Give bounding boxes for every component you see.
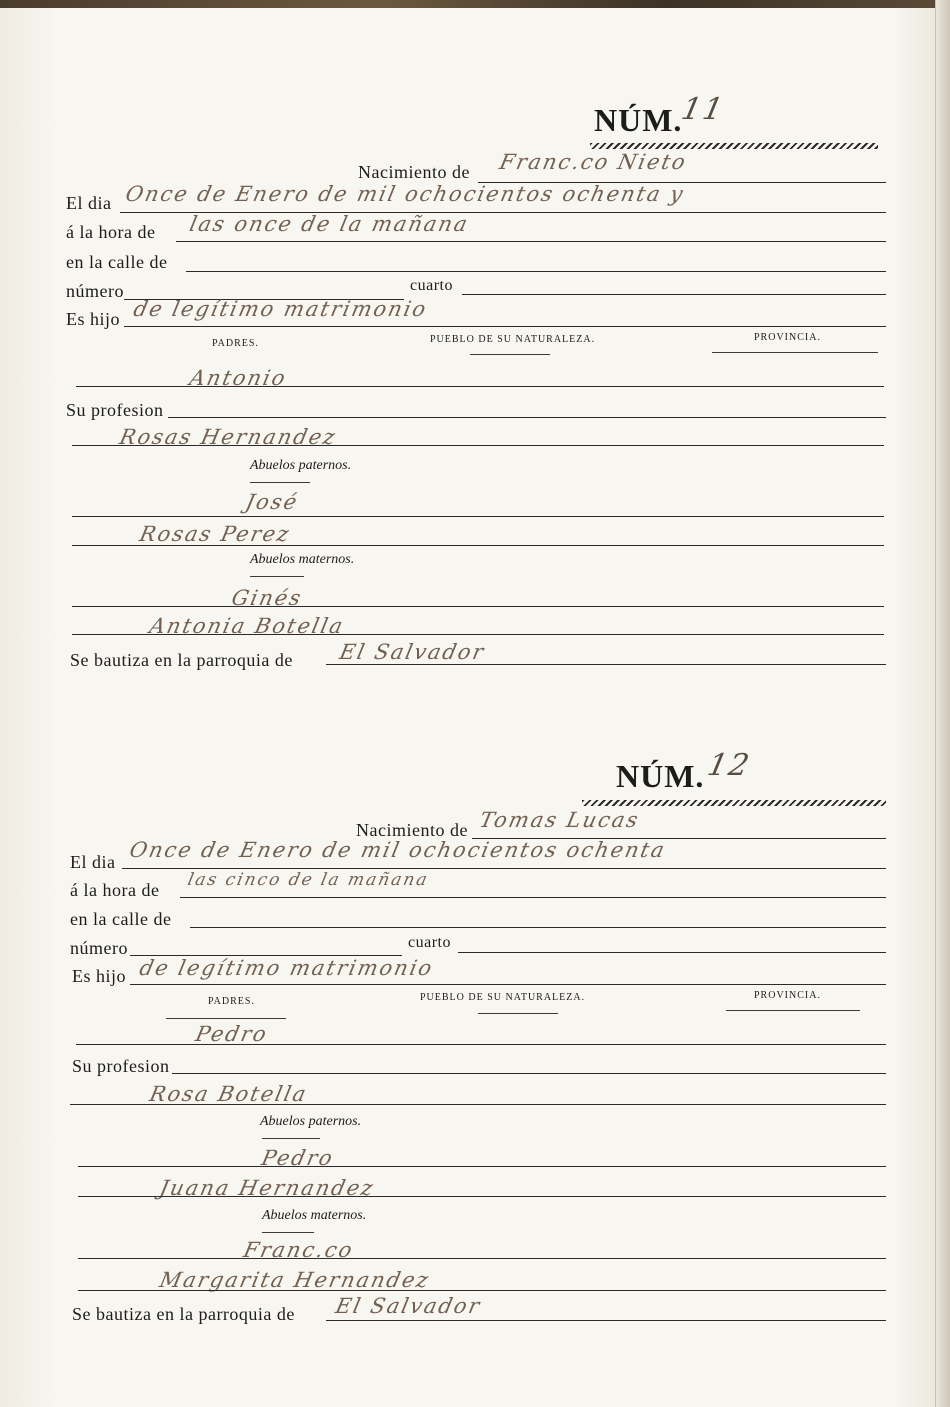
abuelo-materno-1-line — [78, 1258, 886, 1259]
abuelos-paternos-underline — [250, 482, 310, 483]
parroquia-value: El Salvador — [333, 1294, 484, 1318]
abuelo-materno-2: Antonia Botella — [147, 614, 347, 638]
abuelo-paterno-2-line — [72, 545, 884, 546]
abuelo-paterno-1: José — [243, 490, 301, 514]
pueblo-label: PUEBLO DE SU NATURALEZA. — [420, 992, 586, 1003]
book-right-edge — [935, 0, 950, 1407]
ornament-rule — [590, 143, 878, 149]
parroquia-label: Se bautiza en la parroquia de — [70, 650, 293, 670]
dia-value: Once de Enero de mil ochocientos ochenta y — [123, 182, 687, 206]
abuelos-maternos-underline — [250, 576, 304, 577]
dia-line — [122, 868, 886, 869]
provincia-label: PROVINCIA. — [754, 990, 821, 1001]
abuelos-paternos-underline — [262, 1138, 320, 1139]
padres-label: PADRES. — [212, 338, 259, 349]
provincia-underline — [712, 352, 878, 353]
profesion-label: Su profesion — [72, 1056, 170, 1076]
entry-number-value: 11 — [678, 92, 728, 127]
book-top-edge — [0, 0, 950, 8]
parroquia-line — [326, 664, 886, 665]
padre-line — [76, 386, 884, 387]
calle-label: en la calle de — [66, 252, 168, 272]
abuelo-paterno-1-line — [78, 1166, 886, 1167]
cuarto-line — [458, 952, 886, 953]
numero-label: número — [70, 938, 128, 958]
profesion-line — [172, 1073, 886, 1074]
dia-label: El dia — [70, 852, 116, 872]
hijo-label: Es hijo — [66, 309, 121, 329]
abuelo-materno-2: Margarita Hernandez — [157, 1268, 433, 1292]
hora-line — [176, 241, 886, 242]
abuelos-paternos-label: Abuelos paternos. — [260, 1114, 362, 1129]
entry-number-value: 12 — [704, 748, 754, 783]
dia-label: El dia — [66, 193, 112, 213]
hijo-line — [124, 326, 886, 327]
nacimiento-value: Franc.co Nieto — [497, 150, 690, 174]
nacimiento-label: Nacimiento de — [356, 820, 468, 840]
madre-line — [70, 1104, 886, 1105]
padres-label: PADRES. — [208, 996, 255, 1007]
parroquia-line — [326, 1320, 886, 1321]
abuelo-paterno-1: Pedro — [259, 1146, 337, 1170]
abuelo-paterno-2-line — [78, 1196, 886, 1197]
pueblo-label: PUEBLO DE SU NATURALEZA. — [430, 334, 596, 345]
entry-number-label: NÚM. — [616, 758, 705, 794]
hora-line — [180, 897, 886, 898]
abuelo-paterno-1-line — [72, 516, 884, 517]
padre-name: Antonio — [187, 366, 290, 390]
abuelo-paterno-2: Rosas Perez — [137, 522, 293, 546]
padre-name: Pedro — [193, 1022, 271, 1046]
entry-number-label: NÚM. — [594, 102, 683, 138]
hora-label: á la hora de — [66, 222, 156, 242]
nacimiento-value: Tomas Lucas — [477, 808, 642, 832]
madre-line — [72, 445, 884, 446]
numero-label: número — [66, 281, 124, 301]
nacimiento-label: Nacimiento de — [358, 162, 470, 182]
padre-line — [76, 1044, 886, 1045]
abuelo-materno-1-line — [72, 606, 884, 607]
abuelo-paterno-2: Juana Hernandez — [157, 1176, 378, 1200]
abuelos-maternos-underline — [262, 1232, 314, 1233]
parroquia-label: Se bautiza en la parroquia de — [72, 1304, 295, 1324]
provincia-label: PROVINCIA. — [754, 332, 821, 343]
abuelo-materno-2-line — [72, 634, 884, 635]
profesion-line — [168, 417, 886, 418]
cuarto-line — [462, 294, 886, 295]
hijo-label: Es hijo — [72, 966, 127, 986]
abuelos-maternos-label: Abuelos maternos. — [250, 552, 355, 567]
calle-line — [190, 927, 886, 928]
hijo-value: de legítimo matrimonio — [131, 297, 430, 321]
pueblo-underline — [478, 1013, 558, 1014]
hijo-value: de legítimo matrimonio — [137, 956, 436, 980]
abuelo-materno-1: Ginés — [229, 586, 305, 610]
calle-line — [186, 271, 886, 272]
hora-label: á la hora de — [70, 880, 160, 900]
abuelos-maternos-label: Abuelos maternos. — [262, 1208, 367, 1223]
dia-value: Once de Enero de mil ochocientos ochenta — [127, 838, 669, 862]
calle-label: en la calle de — [70, 909, 172, 929]
ornament-rule — [582, 800, 886, 806]
abuelos-paternos-label: Abuelos paternos. — [250, 458, 352, 473]
abuelo-materno-2-line — [78, 1290, 886, 1291]
madre-name: Rosa Botella — [147, 1082, 310, 1106]
abuelo-materno-1: Franc.co — [241, 1238, 357, 1262]
padres-underline — [166, 1018, 286, 1019]
cuarto-label: cuarto — [410, 277, 453, 294]
hora-value: las once de la mañana — [187, 212, 472, 236]
madre-name: Rosas Hernandez — [117, 425, 340, 449]
pueblo-underline — [470, 354, 550, 355]
hora-value: las cinco de la mañana — [185, 870, 431, 890]
hijo-line — [130, 984, 886, 985]
cuarto-label: cuarto — [408, 934, 451, 951]
profesion-label: Su profesion — [66, 400, 164, 420]
parroquia-value: El Salvador — [337, 640, 488, 664]
provincia-underline — [726, 1010, 860, 1011]
